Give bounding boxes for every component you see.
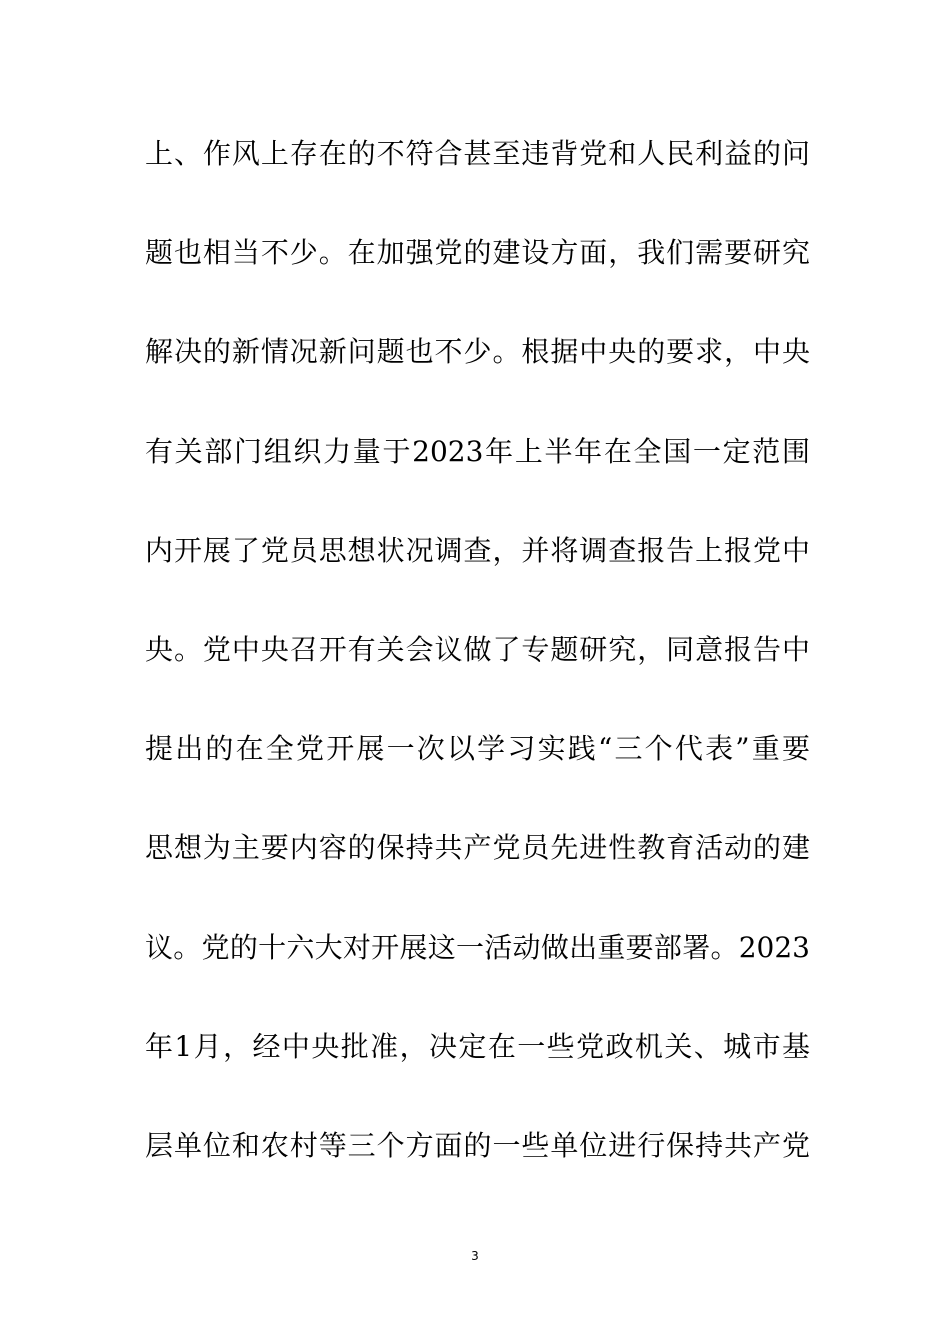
text-line-9: 议。党的十六大对开展这一活动做出重要部署。2023 — [145, 930, 810, 964]
text-line-8: 思想为主要内容的保持共产党员先进性教育活动的建 — [145, 831, 810, 865]
text-line-5: 内开展了党员思想状况调查，并将调查报告上报党中 — [145, 533, 810, 567]
page-number: 3 — [471, 1249, 479, 1263]
text-line-11: 层单位和农村等三个方面的一些单位进行保持共产党 — [145, 1128, 810, 1162]
text-line-6: 央。党中央召开有关会议做了专题研究，同意报告中 — [145, 632, 810, 666]
text-line-1: 上、作风上存在的不符合甚至违背党和人民利益的问 — [145, 137, 810, 170]
text-line-4: 有关部门组织力量于2023年上半年在全国一定范围 — [145, 434, 810, 468]
body-text — [145, 126, 810, 1217]
text-line-3: 解决的新情况新问题也不少。根据中央的要求，中央 — [145, 335, 810, 369]
text-line-7: 提出的在全党开展一次以学习实践“三个代表”重要 — [145, 732, 810, 766]
text-line-10: 年1月，经中央批准，决定在一些党政机关、城市基 — [145, 1029, 810, 1063]
text-line-2: 题也相当不少。在加强党的建设方面，我们需要研究 — [145, 236, 810, 270]
